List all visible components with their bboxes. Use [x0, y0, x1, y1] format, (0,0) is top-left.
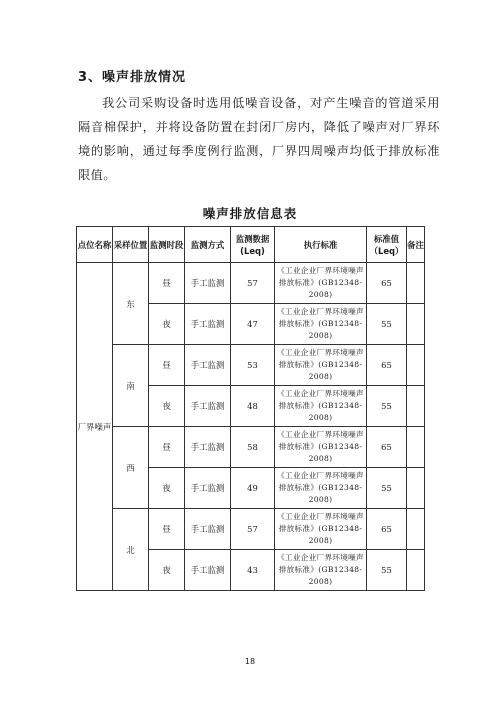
cell-period: 夜: [149, 550, 185, 591]
cell-method: 手工监测: [185, 509, 231, 550]
cell-value: 49: [231, 468, 275, 509]
table-row: [77, 263, 425, 304]
cell-period: 昼: [149, 509, 185, 550]
cell-standard: 《工业企业厂界环境噪声排放标准》(GB12348-2008): [275, 468, 367, 509]
page-number: 18: [244, 657, 256, 666]
cell-method: 手工监测: [185, 550, 231, 591]
cell-note: [407, 345, 425, 386]
header-standard: 执行标准: [275, 227, 367, 263]
cell-standard: 《工业企业厂界环境噪声排放标准》(GB12348-2008): [275, 550, 367, 591]
cell-point-name: 厂界噪声: [77, 263, 113, 591]
cell-value: 58: [231, 427, 275, 468]
cell-method: 手工监测: [185, 427, 231, 468]
cell-position: 西: [113, 427, 149, 509]
header-point: 点位名称: [77, 227, 113, 263]
cell-period: 夜: [149, 468, 185, 509]
cell-position: 南: [113, 345, 149, 427]
table-row: [77, 427, 425, 468]
cell-period: 昼: [149, 345, 185, 386]
cell-limit: 55: [367, 468, 407, 509]
body-paragraph: 我公司采购设备时选用低噪音设备，对产生噪音的管道采用隔音棉保护，并将设备防置在封闭厂房内，降低了噪声对厂界环境的影响，通过每季度例行监测，厂界四周噪声均低于排放标准限值。: [78, 96, 440, 182]
cell-method: 手工监测: [185, 468, 231, 509]
noise-emission-table: [76, 226, 425, 591]
cell-value: 48: [231, 386, 275, 427]
cell-standard: 《工业企业厂界环境噪声排放标准》(GB12348-2008): [275, 386, 367, 427]
cell-period: 昼: [149, 427, 185, 468]
header-position: 采样位置: [113, 227, 149, 263]
section-heading: 3、噪声排放情况: [78, 70, 187, 85]
cell-limit: 65: [367, 345, 407, 386]
cell-standard: 《工业企业厂界环境噪声排放标准》(GB12348-2008): [275, 304, 367, 345]
cell-note: [407, 427, 425, 468]
table-header-row: [77, 227, 425, 263]
cell-note: [407, 304, 425, 345]
header-limit: 标准值（Leq）: [367, 227, 407, 263]
cell-value: 53: [231, 345, 275, 386]
header-method: 监测方式: [185, 227, 231, 263]
cell-method: 手工监测: [185, 386, 231, 427]
cell-note: [407, 263, 425, 304]
cell-method: 手工监测: [185, 345, 231, 386]
cell-limit: 55: [367, 550, 407, 591]
cell-position: 东: [113, 263, 149, 345]
header-value: 监测数据(Leq): [231, 227, 275, 263]
cell-standard: 《工业企业厂界环境噪声排放标准》(GB12348-2008): [275, 345, 367, 386]
cell-position: 北: [113, 509, 149, 591]
cell-limit: 65: [367, 427, 407, 468]
cell-period: 夜: [149, 304, 185, 345]
cell-standard: 《工业企业厂界环境噪声排放标准》(GB12348-2008): [275, 427, 367, 468]
table-row: [77, 509, 425, 550]
cell-note: [407, 386, 425, 427]
cell-value: 57: [231, 509, 275, 550]
cell-note: [407, 509, 425, 550]
cell-limit: 65: [367, 263, 407, 304]
cell-value: 47: [231, 304, 275, 345]
cell-value: 57: [231, 263, 275, 304]
cell-method: 手工监测: [185, 263, 231, 304]
cell-method: 手工监测: [185, 304, 231, 345]
cell-value: 43: [231, 550, 275, 591]
cell-limit: 65: [367, 509, 407, 550]
header-note: 备注: [407, 227, 425, 263]
cell-note: [407, 550, 425, 591]
cell-period: 昼: [149, 263, 185, 304]
cell-standard: 《工业企业厂界环境噪声排放标准》(GB12348-2008): [275, 509, 367, 550]
table-row: [77, 345, 425, 386]
cell-limit: 55: [367, 304, 407, 345]
header-period: 监测时段: [149, 227, 185, 263]
cell-period: 夜: [149, 386, 185, 427]
cell-limit: 55: [367, 386, 407, 427]
cell-note: [407, 468, 425, 509]
table-title: 噪声排放信息表: [202, 206, 298, 221]
cell-standard: 《工业企业厂界环境噪声排放标准》(GB12348-2008): [275, 263, 367, 304]
